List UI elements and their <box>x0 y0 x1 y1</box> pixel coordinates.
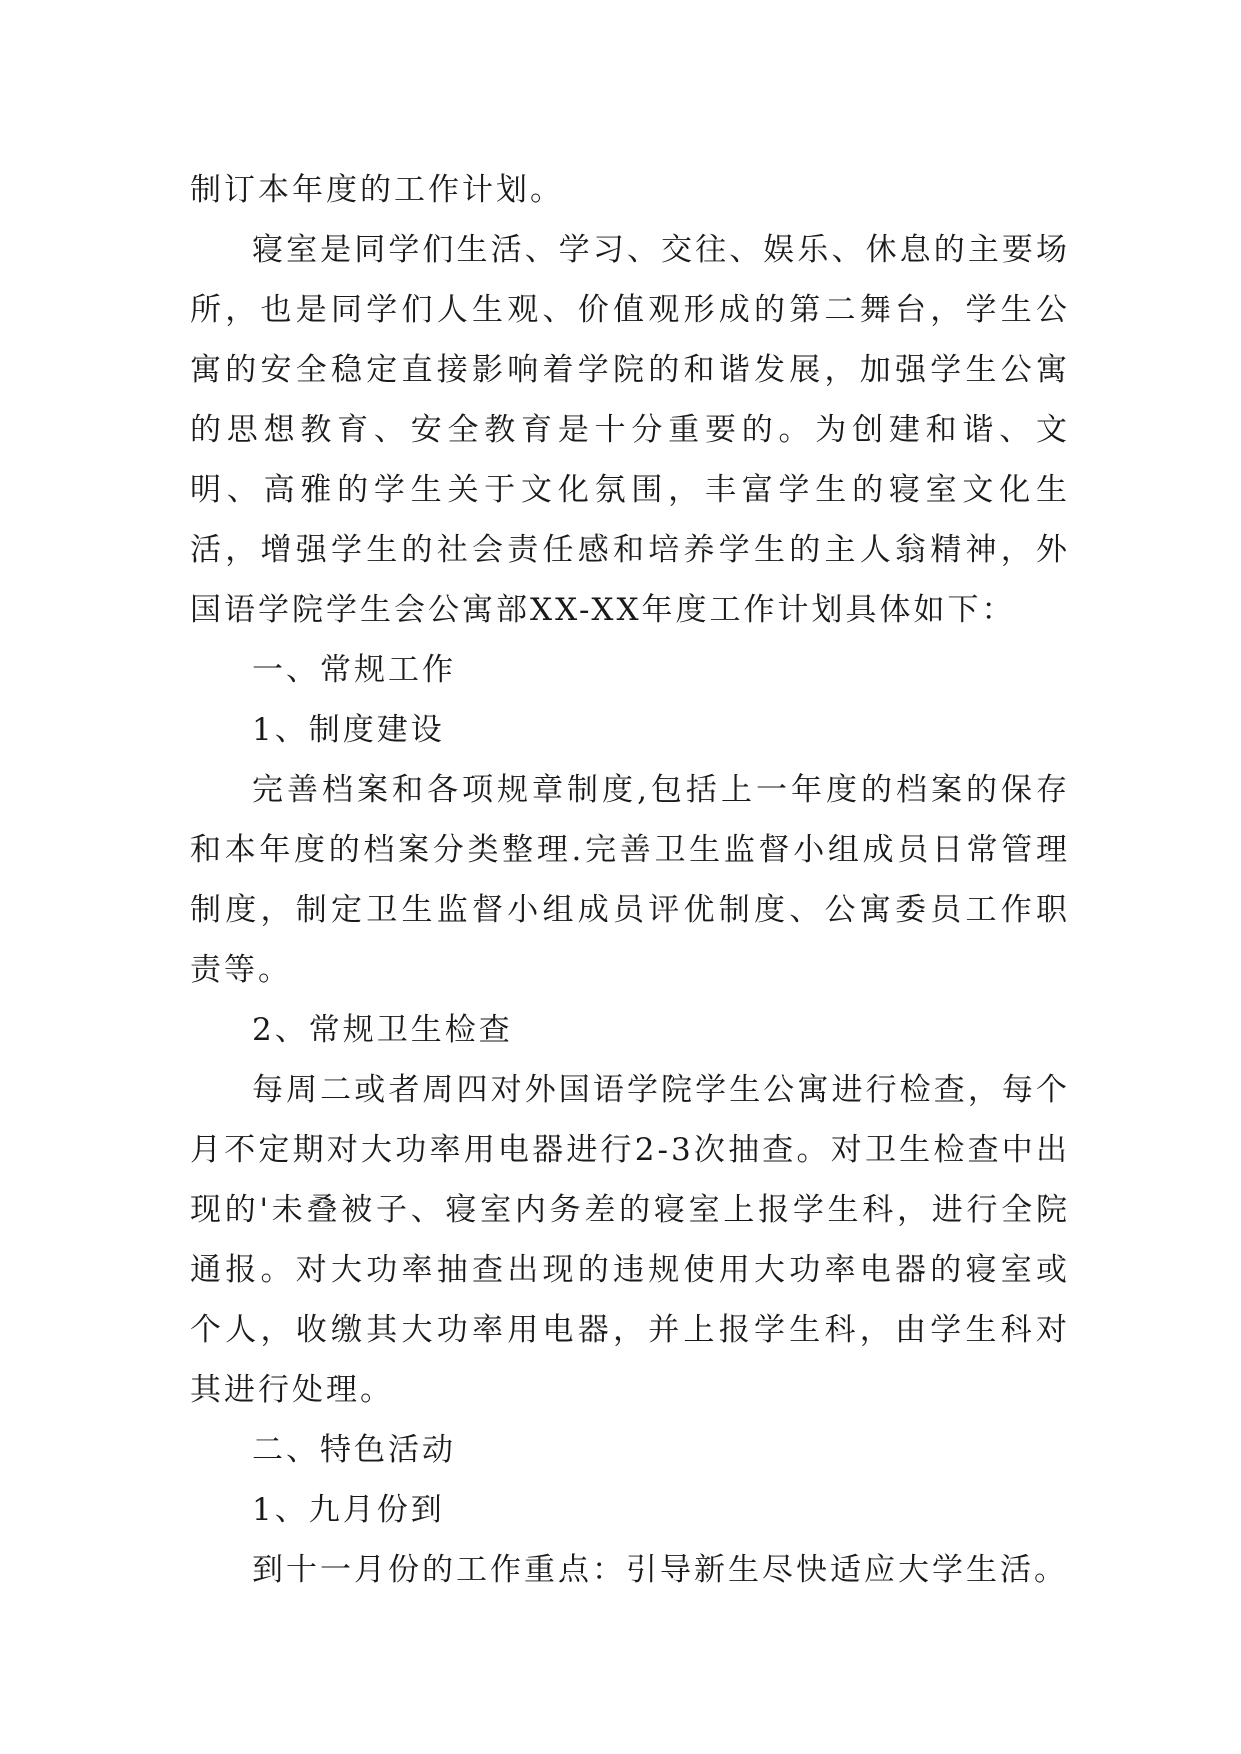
section-heading-special-activities: 二、特色活动 <box>252 1432 456 1468</box>
paragraph-hygiene-check: 每周二或者周四对外国语学院学生公寓进行检查，每个月不定期对大功率用电器进行2-3次抽查。对卫生检查中出现的'未叠被子、寝室内务差的寝室上报学生科，进行全院通报。对大功率抽查出现的违规使用大功率电器的寝室或个人，收缴其大功率用电器，并上报学生科，由学生科对其进行处理。 <box>190 1072 1070 1408</box>
paragraph-september-focus: 到十一月份的工作重点：引导新生尽快适应大学生活。 <box>252 1552 1068 1588</box>
subsection-heading-september: 1、九月份到 <box>252 1492 445 1528</box>
section-heading-routine-work: 一、常规工作 <box>252 652 456 688</box>
subsection-heading-system-building: 1、制度建设 <box>252 712 445 748</box>
paragraph-system-building: 完善档案和各项规章制度,包括上一年度的档案的保存和本年度的档案分类整理.完善卫生监督小组成员日常管理制度，制定卫生监督小组成员评优制度、公寓委员工作职责等。 <box>190 772 1070 988</box>
subsection-heading-hygiene-check: 2、常规卫生检查 <box>252 1012 513 1048</box>
paragraph-intro: 寝室是同学们生活、学习、交往、娱乐、休息的主要场所，也是同学们人生观、价值观形成的第二舞台，学生公寓的安全稳定直接影响着学院的和谐发展，加强学生公寓的思想教育、安全教育是十分重要的。为创建和谐、文明、高雅的学生关于文化氛围，丰富学生的寝室文化生活，增强学生的社会责任感和培养学生的主人翁精神，外国语学院学生会公寓部XX-XX年度工作计划具体如下： <box>190 232 1070 628</box>
document-body <box>190 160 1070 1600</box>
paragraph-continued: 制订本年度的工作计划。 <box>190 172 564 208</box>
